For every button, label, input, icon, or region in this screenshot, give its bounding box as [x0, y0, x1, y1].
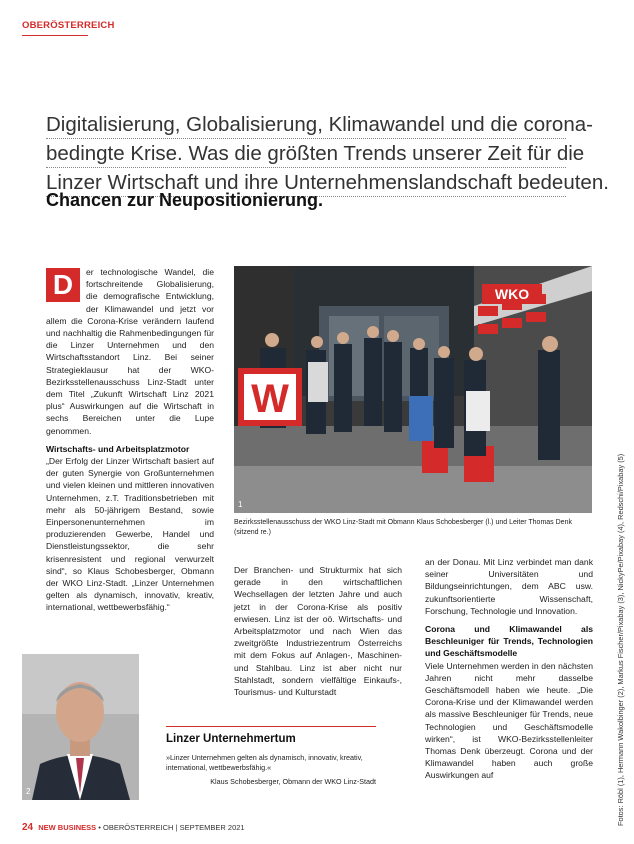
- headline-line: bedingte Krise. Was die größten Trends unserer Zeit für die: [46, 139, 566, 168]
- photo-number: 1: [238, 500, 243, 509]
- headline: [46, 110, 609, 197]
- intro-text: er technologische Wandel, die fortschreitende Globalisierung, die demografische Entwicklung, der Klimawandel und jetzt vor allem die Corona-Krise verändern laufend und nachhaltig die Rahmenbedingungen für die Linzer Unternehmen und den Wirtschaftsstandort Linz. Bei seiner Strategieklausur hat der WKO-Bezirksstellenausschuss Linz-Stadt unter dem Titel „Zukunft Wirtschaft Linz 2021 plus“ Auswirkungen auf die Wirtschaft in sechs Bereichen unter die Lupe genommen.: [46, 267, 214, 436]
- group-photo-image: [234, 266, 592, 513]
- quote-title: Linzer Unternehmertum: [166, 733, 296, 745]
- page-number: 24: [22, 822, 34, 833]
- page-footer: [22, 822, 245, 833]
- section-label: OBERÖSTERREICH: [22, 20, 115, 31]
- portrait-number: 2: [26, 787, 31, 796]
- section-heading: Wirtschafts- und Arbeitsplatzmotor: [46, 443, 190, 454]
- wko-banner: WKO: [494, 286, 530, 302]
- drop-cap: D: [46, 268, 80, 302]
- section-rule: [22, 35, 88, 36]
- intro-paragraph: [46, 266, 214, 437]
- article-column-1: [46, 266, 214, 620]
- quote-rule: [166, 726, 376, 727]
- photo-caption: Bezirksstellenausschuss der WKO Linz-Stadt mit Obmann Klaus Schobesberger (l.) und Leiter Thomas Denk (sitzend re.): [234, 519, 572, 536]
- headline-line: Linzer Wirtschaft und ihre Unternehmenslandschaft bedeuten.: [46, 168, 566, 197]
- quote-attribution: Klaus Schobesberger, Obmann der WKO Linz-Stadt: [210, 777, 376, 786]
- footer-bullet: •: [98, 823, 101, 832]
- section-heading: Corona und Klimawandel als Beschleuniger für Trends, Technologien und Geschäftsmodelle: [425, 624, 593, 659]
- footer-separator: |: [175, 823, 178, 832]
- quote-text: »Linzer Unternehmen gelten als dynamisch, innovativ, kreativ, international, wettbewerbsfähig.«: [166, 753, 363, 772]
- article-column-3: [425, 556, 593, 788]
- headline-line: Digitalisierung, Globalisierung, Klimawandel und die corona-: [46, 110, 566, 139]
- subhead: Chancen zur Neupositionierung.: [46, 190, 324, 210]
- photo-credits: Fotos: Röbl (1), Hermann Wakolbinger (2), Markus Fischer/Pixabay (3), NickyPe/Pixabay (4), Redschi/Pixabay (5): [616, 453, 625, 826]
- footer-issue: SEPTEMBER 2021: [179, 823, 245, 832]
- article-column-2: [234, 564, 402, 704]
- pull-quote: [166, 726, 376, 786]
- sign-letter: W: [251, 377, 289, 421]
- body-paragraph: an der Donau. Mit Linz verbindet man dank seiner Universitäten und Bildungseinrichtungen, dem ABC usw. zukunftsorientierte Wissenschaft, Forschung, Technologie und Innovation.: [425, 557, 593, 616]
- body-paragraph: „Der Erfolg der Linzer Wirtschaft basiert auf der guten Synergie von Großunternehmen und vielen kleinen und mittleren innovativen Unternehmen, z.T. Traditionsbetrieben mit mehr als 50-jährigem Bestand, sowie Einpersonenunternehmen im produzierenden Gewerbe, Handel und Dienstleistungssektor, die sehr krisenresistent und regional verwurzelt sind“, so Klaus Schobesberger, Obmann der WKO Linz-Stadt. „Linzer Unternehmen gelten als dynamisch, innovativ, kreativ, international, wettbewerbsfähig.“: [46, 456, 214, 613]
- footer-section: OBERÖSTERREICH: [102, 823, 174, 832]
- magazine-name: NEW BUSINESS: [38, 823, 97, 832]
- portrait-photo: [22, 654, 139, 800]
- group-photo: [234, 266, 592, 513]
- body-paragraph: Der Branchen- und Strukturmix hat sich gerade in den wirtschaftlichen Wechsellagen der letzten Jahre und auch jetzt in der Corona-Krise als positiv erwiesen. Linz ist der oö. Wirtschafts- und Arbeitsplatzmotor und nach Wien das zweitgrößte Industriezentrum Österreichs mit dem Fokus auf Anlagen-, Maschinen- und Stahlbau. Linz ist aber nicht nur Stahlstadt, sondern vielfältige Einkaufs-, Tourismus- und Kulturstadt: [234, 565, 402, 698]
- body-paragraph: Viele Unternehmen werden in den nächsten Jahren nicht mehr dasselbe Geschäftsmodell haben wie heute. „Die Corona-Krise und der Klimawandel werden als massive Beschleuniger für Trends, neue Technologien und Geschäftsmodelle wirken“, ist WKO-Bezirksstellenleiter Thomas Denk überzeugt. Corona und der Klimawandel haben auch große Auswirkungen auf: [425, 660, 593, 781]
- portrait-image: [22, 654, 139, 800]
